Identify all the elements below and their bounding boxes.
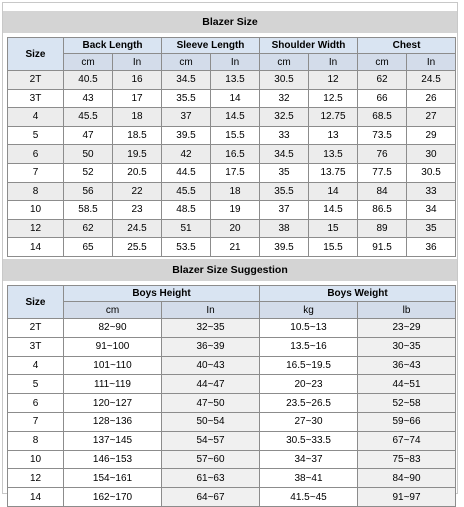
value-cell: 21 <box>211 238 260 257</box>
value-cell: 56 <box>64 182 113 201</box>
value-cell: 35 <box>407 219 456 238</box>
table-row <box>8 337 456 356</box>
value-cell: 34 <box>407 201 456 220</box>
value-cell: 17.5 <box>211 163 260 182</box>
value-cell: 37 <box>260 201 309 220</box>
unit-header: cm <box>358 54 407 71</box>
value-cell: 15.5 <box>211 126 260 145</box>
size-cell: 10 <box>8 201 64 220</box>
value-cell: 13.75 <box>309 163 358 182</box>
unit-header: lb <box>358 302 456 319</box>
value-cell: 76 <box>358 145 407 164</box>
value-cell: 19 <box>211 201 260 220</box>
value-cell: 47 <box>64 126 113 145</box>
unit-header: In <box>162 302 260 319</box>
value-cell: 36~39 <box>162 337 260 356</box>
value-cell: 18 <box>211 182 260 201</box>
value-cell: 39.5 <box>162 126 211 145</box>
size-cell: 7 <box>8 412 64 431</box>
value-cell: 27~30 <box>260 412 358 431</box>
value-cell: 34.5 <box>162 71 211 90</box>
unit-header: In <box>211 54 260 71</box>
value-cell: 38~41 <box>260 469 358 488</box>
unit-header: In <box>407 54 456 71</box>
value-cell: 13.5~16 <box>260 337 358 356</box>
table-row <box>8 108 456 127</box>
value-cell: 18.5 <box>113 126 162 145</box>
size-cell: 14 <box>8 238 64 257</box>
value-cell: 64~67 <box>162 488 260 507</box>
value-cell: 23.5~26.5 <box>260 394 358 413</box>
value-cell: 24.5 <box>113 219 162 238</box>
value-cell: 13 <box>309 126 358 145</box>
value-cell: 36~43 <box>358 356 456 375</box>
value-cell: 111~119 <box>64 375 162 394</box>
value-cell: 44.5 <box>162 163 211 182</box>
size-cell: 8 <box>8 431 64 450</box>
size-cell: 2T <box>8 71 64 90</box>
value-cell: 30.5 <box>260 71 309 90</box>
value-cell: 73.5 <box>358 126 407 145</box>
value-cell: 23~29 <box>358 319 456 338</box>
value-cell: 47~50 <box>162 394 260 413</box>
size-cell: 3T <box>8 89 64 108</box>
group-header: Chest <box>358 38 456 54</box>
value-cell: 48.5 <box>162 201 211 220</box>
value-cell: 84 <box>358 182 407 201</box>
value-cell: 75~83 <box>358 450 456 469</box>
value-cell: 120~127 <box>64 394 162 413</box>
group-header: Sleeve Length <box>162 38 260 54</box>
value-cell: 154~161 <box>64 469 162 488</box>
value-cell: 35.5 <box>260 182 309 201</box>
value-cell: 22 <box>113 182 162 201</box>
value-cell: 34.5 <box>260 145 309 164</box>
value-cell: 44~47 <box>162 375 260 394</box>
size-cell: 5 <box>8 375 64 394</box>
group-header: Boys Weight <box>260 286 456 302</box>
value-cell: 20 <box>211 219 260 238</box>
value-cell: 50 <box>64 145 113 164</box>
table-row <box>8 394 456 413</box>
value-cell: 91.5 <box>358 238 407 257</box>
table-row <box>8 431 456 450</box>
value-cell: 91~100 <box>64 337 162 356</box>
blazer-size-suggestion-table <box>7 285 456 507</box>
value-cell: 59~66 <box>358 412 456 431</box>
value-cell: 30~35 <box>358 337 456 356</box>
value-cell: 68.5 <box>358 108 407 127</box>
value-cell: 39.5 <box>260 238 309 257</box>
blazer-size-title: Blazer Size <box>3 11 457 33</box>
blazer-size-table <box>7 37 456 257</box>
value-cell: 40.5 <box>64 71 113 90</box>
value-cell: 12.75 <box>309 108 358 127</box>
value-cell: 32.5 <box>260 108 309 127</box>
size-chart-image <box>2 2 458 503</box>
table-row <box>8 145 456 164</box>
table-row <box>8 182 456 201</box>
size-cell: 12 <box>8 219 64 238</box>
value-cell: 42 <box>162 145 211 164</box>
size-cell: 8 <box>8 182 64 201</box>
table-row <box>8 488 456 507</box>
value-cell: 10.5~13 <box>260 319 358 338</box>
size-cell: 14 <box>8 488 64 507</box>
table-row <box>8 219 456 238</box>
value-cell: 15 <box>309 219 358 238</box>
size-cell: 10 <box>8 450 64 469</box>
table-row <box>8 450 456 469</box>
unit-header: kg <box>260 302 358 319</box>
size-column-header: Size <box>8 286 64 319</box>
value-cell: 84~90 <box>358 469 456 488</box>
value-cell: 16.5~19.5 <box>260 356 358 375</box>
value-cell: 137~145 <box>64 431 162 450</box>
table-row <box>8 163 456 182</box>
blazer-size-suggestion-title: Blazer Size Suggestion <box>3 259 457 281</box>
value-cell: 53.5 <box>162 238 211 257</box>
value-cell: 13.5 <box>309 145 358 164</box>
table-row <box>8 375 456 394</box>
value-cell: 86.5 <box>358 201 407 220</box>
table-row <box>8 71 456 90</box>
value-cell: 57~60 <box>162 450 260 469</box>
unit-header: cm <box>64 302 162 319</box>
value-cell: 52 <box>64 163 113 182</box>
value-cell: 61~63 <box>162 469 260 488</box>
value-cell: 62 <box>64 219 113 238</box>
value-cell: 43 <box>64 89 113 108</box>
value-cell: 128~136 <box>64 412 162 431</box>
value-cell: 25.5 <box>113 238 162 257</box>
value-cell: 101~110 <box>64 356 162 375</box>
unit-header: In <box>309 54 358 71</box>
value-cell: 38 <box>260 219 309 238</box>
value-cell: 12 <box>309 71 358 90</box>
unit-header: In <box>113 54 162 71</box>
value-cell: 82~90 <box>64 319 162 338</box>
value-cell: 13.5 <box>211 71 260 90</box>
value-cell: 14 <box>211 89 260 108</box>
size-cell: 4 <box>8 356 64 375</box>
value-cell: 35.5 <box>162 89 211 108</box>
value-cell: 36 <box>407 238 456 257</box>
value-cell: 32 <box>260 89 309 108</box>
group-header: Back Length <box>64 38 162 54</box>
value-cell: 58.5 <box>64 201 113 220</box>
value-cell: 77.5 <box>358 163 407 182</box>
size-cell: 12 <box>8 469 64 488</box>
size-cell: 6 <box>8 145 64 164</box>
value-cell: 14 <box>309 182 358 201</box>
value-cell: 32~35 <box>162 319 260 338</box>
value-cell: 23 <box>113 201 162 220</box>
size-cell: 7 <box>8 163 64 182</box>
value-cell: 62 <box>358 71 407 90</box>
value-cell: 67~74 <box>358 431 456 450</box>
value-cell: 44~51 <box>358 375 456 394</box>
value-cell: 27 <box>407 108 456 127</box>
value-cell: 54~57 <box>162 431 260 450</box>
size-cell: 2T <box>8 319 64 338</box>
table-row <box>8 201 456 220</box>
table-row <box>8 126 456 145</box>
value-cell: 33 <box>260 126 309 145</box>
value-cell: 65 <box>64 238 113 257</box>
value-cell: 12.5 <box>309 89 358 108</box>
value-cell: 91~97 <box>358 488 456 507</box>
value-cell: 30.5~33.5 <box>260 431 358 450</box>
value-cell: 18 <box>113 108 162 127</box>
table-row <box>8 412 456 431</box>
size-cell: 4 <box>8 108 64 127</box>
table-row <box>8 319 456 338</box>
size-column-header: Size <box>8 38 64 71</box>
size-cell: 5 <box>8 126 64 145</box>
value-cell: 15.5 <box>309 238 358 257</box>
unit-header: cm <box>162 54 211 71</box>
value-cell: 50~54 <box>162 412 260 431</box>
value-cell: 37 <box>162 108 211 127</box>
unit-header: cm <box>260 54 309 71</box>
value-cell: 20.5 <box>113 163 162 182</box>
value-cell: 20~23 <box>260 375 358 394</box>
value-cell: 33 <box>407 182 456 201</box>
value-cell: 19.5 <box>113 145 162 164</box>
value-cell: 34~37 <box>260 450 358 469</box>
value-cell: 29 <box>407 126 456 145</box>
value-cell: 146~153 <box>64 450 162 469</box>
value-cell: 45.5 <box>64 108 113 127</box>
table-row <box>8 238 456 257</box>
value-cell: 14.5 <box>309 201 358 220</box>
value-cell: 24.5 <box>407 71 456 90</box>
value-cell: 16 <box>113 71 162 90</box>
unit-header: cm <box>64 54 113 71</box>
table-row <box>8 356 456 375</box>
value-cell: 17 <box>113 89 162 108</box>
value-cell: 45.5 <box>162 182 211 201</box>
value-cell: 41.5~45 <box>260 488 358 507</box>
value-cell: 30 <box>407 145 456 164</box>
table-row <box>8 89 456 108</box>
value-cell: 40~43 <box>162 356 260 375</box>
value-cell: 16.5 <box>211 145 260 164</box>
value-cell: 89 <box>358 219 407 238</box>
value-cell: 35 <box>260 163 309 182</box>
size-cell: 6 <box>8 394 64 413</box>
value-cell: 30.5 <box>407 163 456 182</box>
value-cell: 26 <box>407 89 456 108</box>
group-header: Boys Height <box>64 286 260 302</box>
size-cell: 3T <box>8 337 64 356</box>
value-cell: 66 <box>358 89 407 108</box>
table-row <box>8 469 456 488</box>
value-cell: 52~58 <box>358 394 456 413</box>
group-header: Shoulder Width <box>260 38 358 54</box>
value-cell: 162~170 <box>64 488 162 507</box>
value-cell: 51 <box>162 219 211 238</box>
value-cell: 14.5 <box>211 108 260 127</box>
